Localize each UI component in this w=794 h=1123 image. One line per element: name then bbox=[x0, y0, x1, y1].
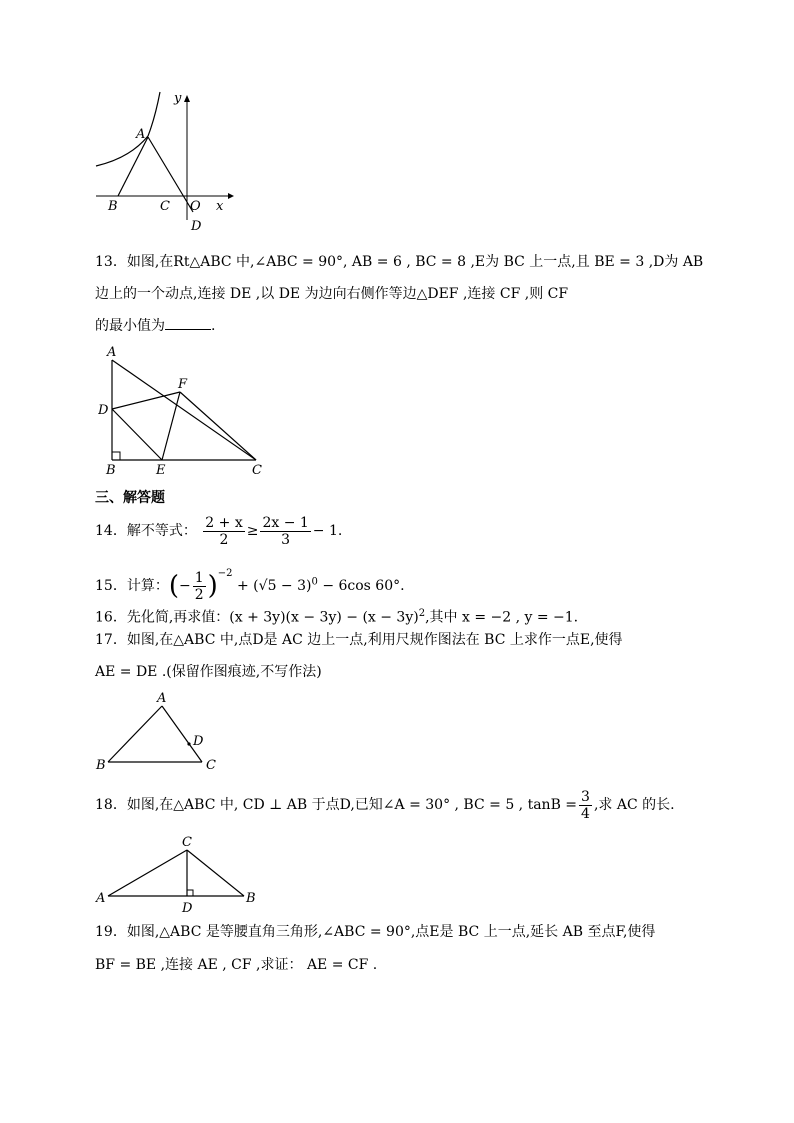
label-x: x bbox=[216, 199, 224, 214]
label-C: C bbox=[160, 199, 170, 214]
q19-line1 bbox=[95, 922, 655, 942]
q18-line bbox=[95, 788, 675, 822]
q19-line2 bbox=[95, 955, 377, 975]
q15-paren-close: ) bbox=[207, 571, 218, 601]
label-y: y bbox=[174, 91, 182, 106]
q17-number: 17． bbox=[95, 632, 127, 648]
x-axis-arrow bbox=[228, 193, 234, 199]
segment-FC bbox=[180, 392, 256, 460]
right-angle-mark bbox=[187, 890, 193, 896]
label-C: C bbox=[206, 758, 216, 773]
q14-line bbox=[95, 514, 342, 548]
q13-line2 bbox=[95, 284, 568, 304]
q14-fraction-2-numerator: 2x − 1 bbox=[262, 514, 309, 531]
label-B: B bbox=[246, 891, 256, 906]
q13-number: 13． bbox=[95, 254, 127, 270]
q15-sign: − bbox=[178, 578, 191, 594]
figure-q18 bbox=[94, 832, 264, 916]
q13-text-3: 的最小值为 bbox=[95, 318, 165, 334]
q15-mid: + (√5 − 3) bbox=[237, 578, 312, 594]
q19-number: 19． bbox=[95, 924, 127, 940]
q16-tail: ,其中 x = −2 , y = −1. bbox=[425, 609, 579, 626]
q17-line1 bbox=[95, 630, 623, 650]
q16-line bbox=[95, 604, 578, 628]
q13-text-3-end: . bbox=[211, 318, 216, 334]
q14-text: 解不等式： bbox=[126, 523, 197, 539]
q14-fraction-1 bbox=[203, 515, 244, 548]
y-axis-arrow bbox=[184, 95, 190, 102]
q18-number: 18． bbox=[95, 797, 127, 813]
q15-fraction bbox=[193, 570, 206, 603]
label-A: A bbox=[157, 691, 167, 706]
q15-exponent-0: 0 bbox=[311, 576, 318, 588]
q16-expression: (x + 3y)(x − 3y) − (x − 3y) bbox=[229, 609, 419, 626]
q16-text: 先化简,再求值： bbox=[126, 609, 230, 626]
q14-operator: ≥ bbox=[246, 523, 259, 539]
segment-AC bbox=[108, 850, 187, 896]
label-D: D bbox=[191, 219, 202, 234]
segment-AB bbox=[118, 137, 148, 196]
segment-AC bbox=[112, 360, 256, 460]
label-C: C bbox=[252, 463, 262, 477]
right-angle-mark bbox=[112, 452, 120, 460]
figure-q12 bbox=[90, 88, 240, 236]
label-D: D bbox=[182, 901, 193, 916]
q15-paren-open: ( bbox=[168, 571, 179, 601]
segment-EF bbox=[162, 392, 180, 460]
q13-text-1: 如图,在Rt△ABC 中,∠ABC = 90°, AB = 6 , BC = 8 ,E为 BC 上一点,且 BE = 3 ,D为 AB bbox=[126, 254, 704, 270]
q15-fraction-denominator: 2 bbox=[194, 586, 204, 603]
q14-tail: − 1. bbox=[312, 523, 343, 539]
figure-q17 bbox=[94, 690, 224, 775]
q13-line3 bbox=[95, 315, 215, 336]
label-D: D bbox=[193, 734, 204, 749]
q14-fraction-1-denominator: 2 bbox=[219, 531, 229, 548]
q14-fraction-2-denominator: 3 bbox=[281, 531, 291, 548]
q15-line bbox=[95, 556, 405, 604]
q13-answer-blank[interactable] bbox=[165, 315, 211, 330]
label-E: E bbox=[156, 463, 166, 477]
label-B: B bbox=[96, 758, 106, 773]
q17-line2 bbox=[95, 662, 322, 682]
segment-CB bbox=[187, 850, 244, 896]
q17-text-1: 如图,在△ABC 中,点D是 AC 边上一点,利用尺规作图法在 BC 上求作一点E,使得 bbox=[126, 632, 623, 648]
q13-text-2: 边上的一个动点,连接 DE ,以 DE 为边向右侧作等边△DEF ,连接 CF ,则 CF bbox=[95, 286, 569, 302]
q13-line1 bbox=[95, 252, 703, 272]
q18-text: 如图,在△ABC 中, CD ⊥ AB 于点D,已知∠A = 30° , BC = 5 , tanB = bbox=[126, 797, 578, 813]
curve bbox=[96, 92, 160, 166]
label-A: A bbox=[107, 345, 117, 360]
q17-text-2: AE = DE .(保留作图痕迹,不写作法) bbox=[95, 664, 322, 680]
q18-tail: ,求 AC 的长. bbox=[593, 797, 675, 813]
q14-fraction-2 bbox=[260, 515, 310, 548]
q14-fraction-1-numerator: 2 + x bbox=[205, 514, 243, 531]
label-C: C bbox=[182, 835, 192, 850]
label-A: A bbox=[136, 127, 146, 142]
q15-fraction-numerator: 1 bbox=[194, 569, 204, 586]
q16-number: 16． bbox=[95, 609, 127, 626]
segment-AD bbox=[148, 137, 193, 212]
q14-number: 14． bbox=[95, 523, 127, 539]
label-O: O bbox=[190, 199, 201, 214]
segment-AB bbox=[108, 706, 162, 762]
q19-text-2: BF = BE ,连接 AE , CF ,求证： AE = CF . bbox=[95, 957, 378, 973]
label-B: B bbox=[106, 463, 116, 477]
label-A: A bbox=[96, 891, 106, 906]
q18-fraction bbox=[579, 789, 592, 822]
point-D bbox=[187, 742, 190, 745]
q18-fraction-numerator: 3 bbox=[581, 788, 590, 805]
q16-exponent: 2 bbox=[418, 608, 426, 619]
label-F: F bbox=[178, 377, 188, 392]
label-D: D bbox=[98, 403, 109, 418]
q15-text: 计算： bbox=[126, 578, 169, 594]
q15-exponent: −2 bbox=[217, 568, 233, 579]
figure-q13 bbox=[98, 342, 278, 477]
section-heading: 三、解答题 bbox=[95, 490, 165, 506]
q15-tail: − 6cos 60°. bbox=[322, 578, 405, 594]
q19-text-1: 如图,△ABC 是等腰直角三角形,∠ABC = 90°,点E是 BC 上一点,延长 AB 至点F,使得 bbox=[126, 924, 656, 940]
label-B: B bbox=[108, 199, 118, 214]
q18-fraction-denominator: 4 bbox=[581, 805, 590, 822]
q15-number: 15． bbox=[95, 578, 127, 594]
